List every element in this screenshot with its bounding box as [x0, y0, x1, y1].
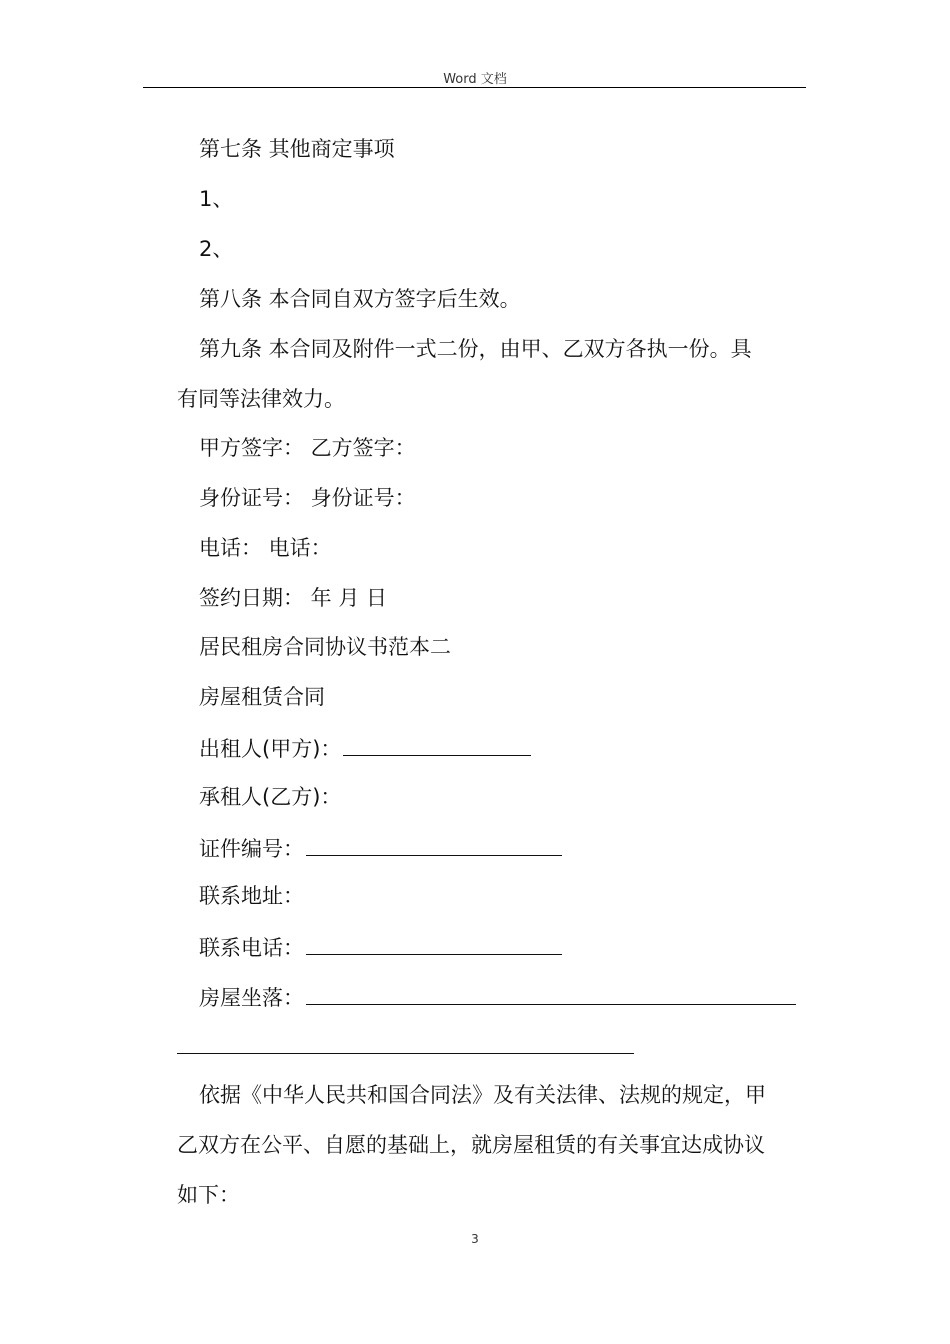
clause-7-title: 第七条 其他商定事项 [199, 137, 395, 161]
lessor-field [199, 737, 531, 760]
lessor-blank[interactable] [343, 737, 531, 756]
basis-paragraph-line-3: 如下： [177, 1183, 240, 1207]
page-header-title: Word 文档 [443, 72, 507, 87]
page-number: 3 [471, 1232, 479, 1246]
basis-paragraph-line-1: 依据《中华人民共和国合同法》及有关法律、法规的规定，甲 [199, 1083, 766, 1107]
id-document-label: 证件编号： [199, 837, 304, 861]
phone-line: 电话： 电话： [199, 536, 332, 560]
header-divider [143, 87, 806, 88]
signing-date-line: 签约日期： 年 月 日 [199, 586, 388, 610]
contract-title: 房屋租赁合同 [199, 685, 325, 709]
clause-7-item-1: 1、 [199, 187, 234, 211]
contact-phone-label: 联系电话： [199, 936, 304, 960]
clause-9-line-2: 有同等法律效力。 [177, 387, 345, 411]
clause-8: 第八条 本合同自双方签字后生效。 [199, 287, 521, 311]
clause-9-line-1: 第九条 本合同及附件一式二份，由甲、乙双方各执一份。具 [199, 337, 752, 361]
clause-7-item-2: 2、 [199, 237, 234, 261]
lessor-label: 出租人(甲方)： [199, 737, 342, 761]
property-location-blank-continued[interactable] [177, 1053, 634, 1054]
contact-phone-field [199, 936, 562, 959]
contact-phone-blank[interactable] [306, 936, 562, 955]
property-location-label: 房屋坐落： [199, 986, 304, 1010]
id-number-line: 身份证号： 身份证号： [199, 486, 416, 510]
property-location-blank[interactable] [306, 986, 796, 1005]
lessee-field: 承租人(乙方)： [199, 785, 342, 809]
property-location-field [199, 986, 796, 1009]
id-document-field [199, 837, 562, 860]
signature-line: 甲方签字： 乙方签字： [199, 436, 416, 460]
id-document-blank[interactable] [306, 837, 562, 856]
section-title-template-2: 居民租房合同协议书范本二 [199, 635, 451, 659]
basis-paragraph-line-2: 乙双方在公平、自愿的基础上，就房屋租赁的有关事宜达成协议 [177, 1133, 765, 1157]
contact-address-field: 联系地址： [199, 884, 304, 908]
